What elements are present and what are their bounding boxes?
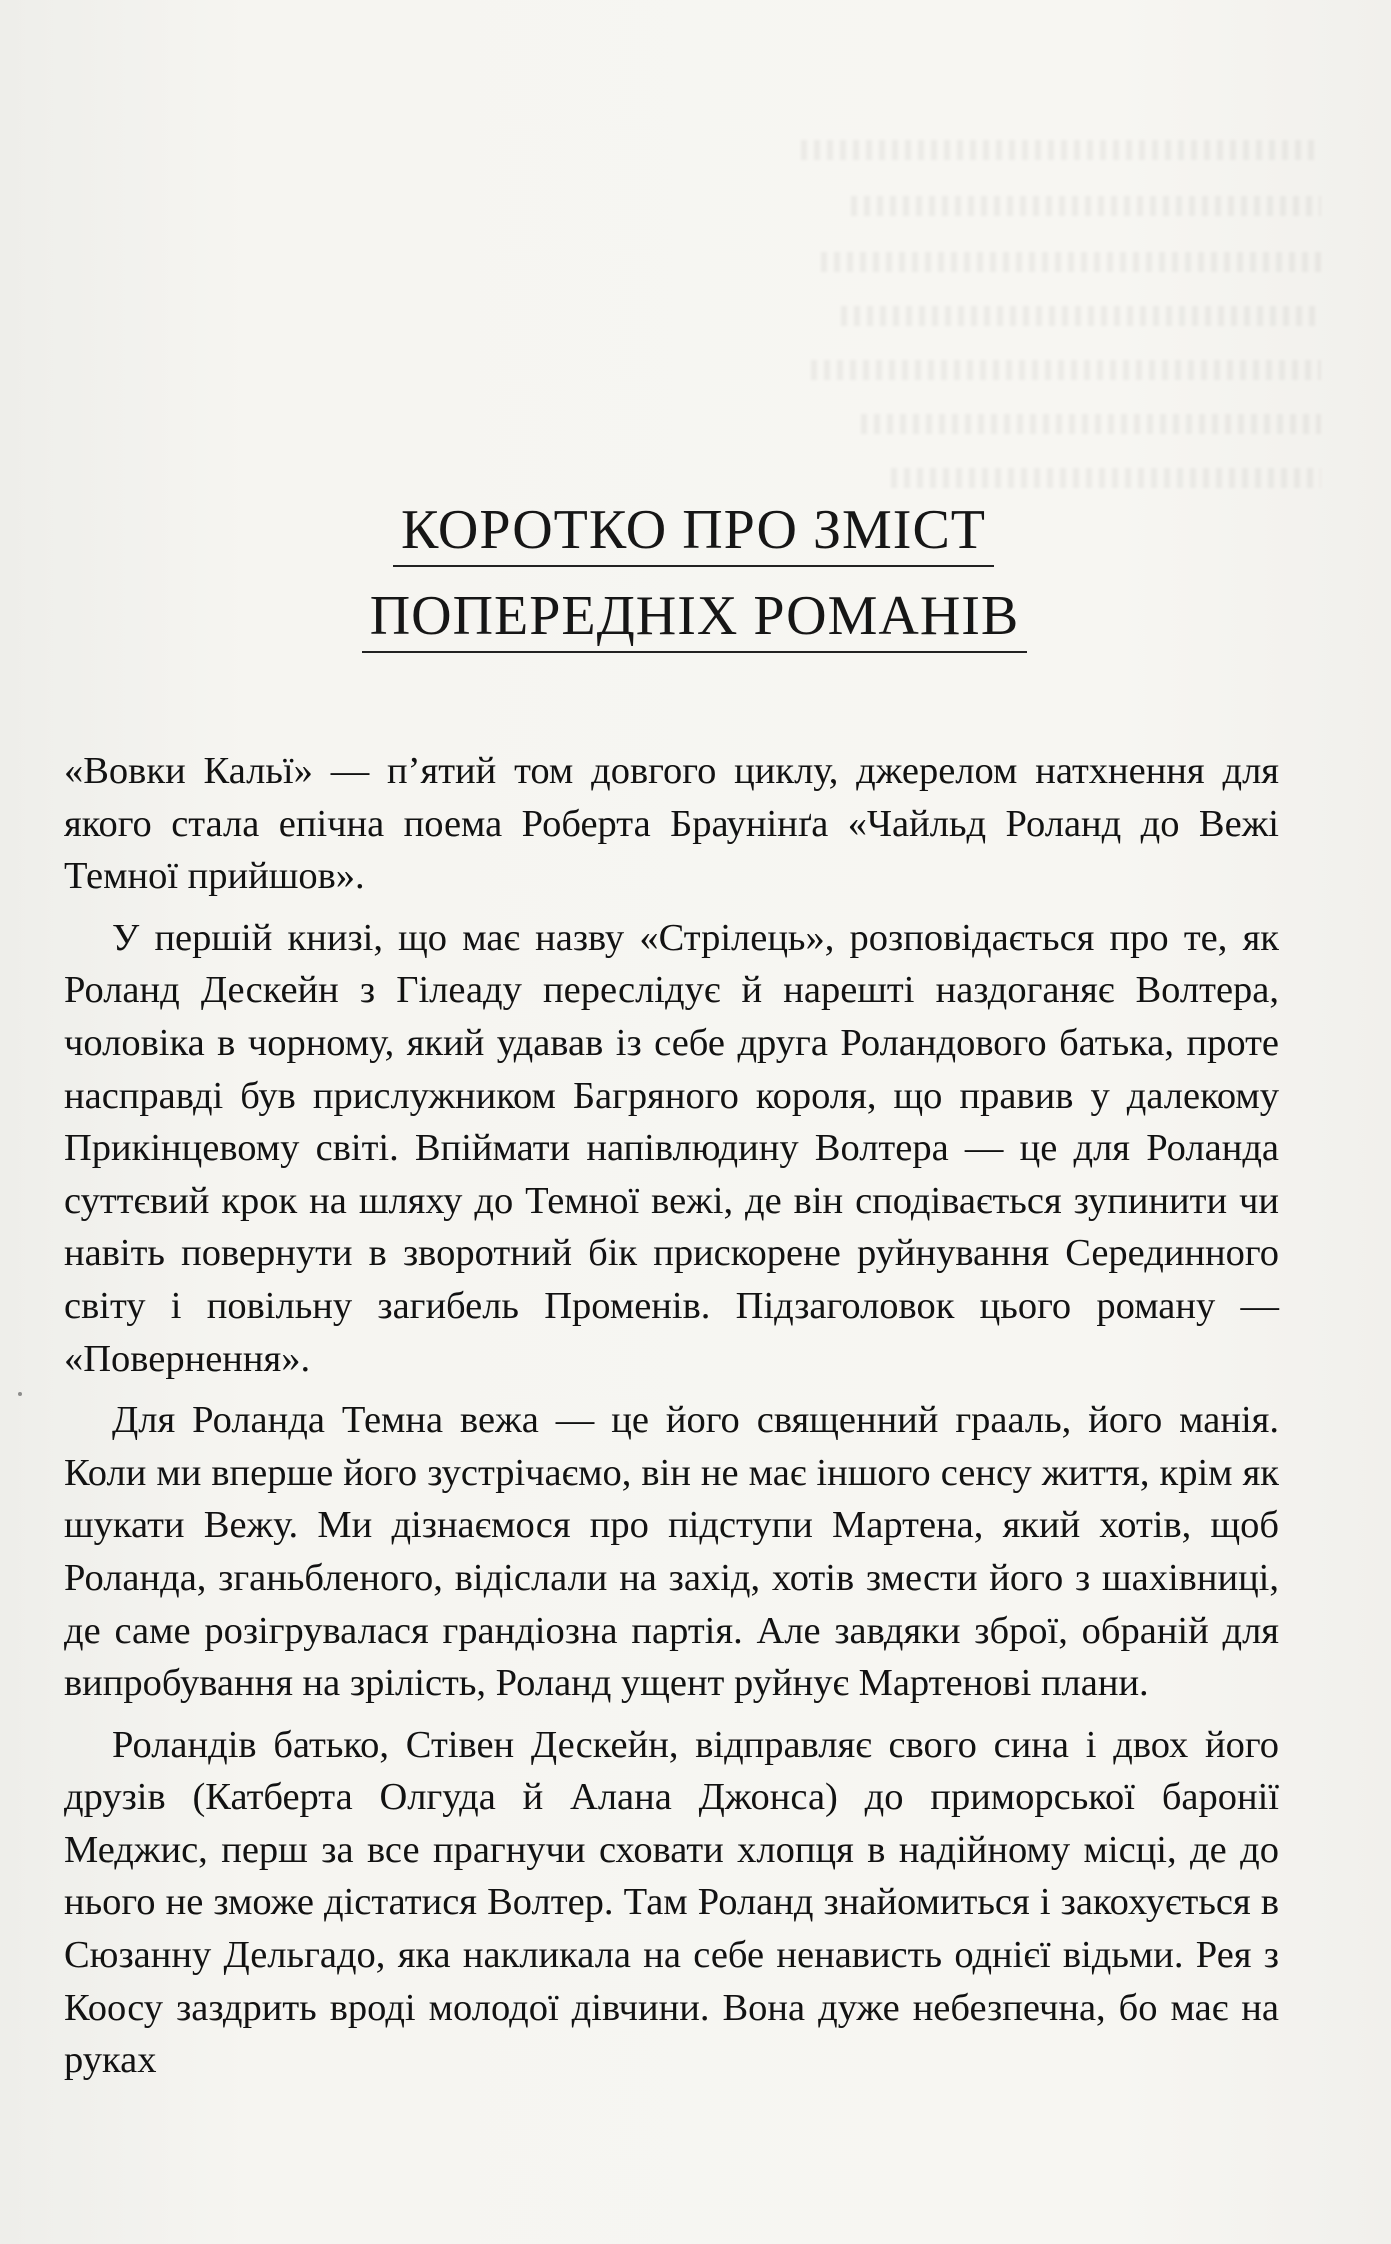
show-through-texture	[841, 306, 1321, 326]
show-through-texture	[891, 468, 1321, 488]
chapter-heading	[0, 495, 1391, 667]
show-through-texture	[811, 360, 1321, 380]
show-through-texture	[861, 414, 1321, 434]
heading-line-2: ПОПЕРЕДНІХ РОМАНІВ	[362, 581, 1028, 653]
paragraph-2: У першій книзі, що має назву «Стрілець», розповідається про те, як Роланд Дескейн з Гілеаду переслідує й нарешті наздоганяє Волтера, чоловіка в чорному, який удавав із себе друга Роландового батька, проте насправді був прислужником Багряного короля, що правив у далекому Прикінцевому світі. Впіймати напівлюдину Волтера — це для Роланда суттєвий крок на шляху до Темної вежі, де він сподівається зупинити чи навіть повернути в зворотний бік прискорене руйнування Серединного світу і повільну загибель Променів. Підзаголовок цього роману — «Повернення».	[64, 916, 1279, 1380]
show-through-texture	[851, 196, 1321, 216]
heading-line-1: КОРОТКО ПРО ЗМІСТ	[393, 495, 994, 567]
show-through-texture	[801, 140, 1321, 160]
page-speck	[18, 1392, 22, 1396]
show-through-texture	[821, 252, 1321, 272]
paragraph-4: Роландів батько, Стівен Дескейн, відправляє свого сина і двох його друзів (Катберта Олгуда й Алана Джонса) до приморської баронії Меджис, перш за все прагнучи сховати хлопця в надійному місці, де до нього не зможе дістатися Волтер. Там Роланд знайомиться і закохується в Сюзанну Дельгадо, яка накликала на себе ненависть однієї відьми. Рея з Коосу заздрить вроді молодої дівчини. Вона дуже небезпечна, бо має на руках	[64, 1723, 1279, 2082]
paragraph-3: Для Роланда Темна вежа — це його священний грааль, його манія. Коли ми вперше його зустрічаємо, він не має іншого сенсу життя, крім як шукати Вежу. Ми дізнаємося про підступи Мартена, який хотів, щоб Роланда, зганьбленого, відіслали на захід, хотів змести його з шахівниці, де саме розігрувалася грандіозна партія. Але завдяки зброї, обраній для випробування на зрілість, Роланд ущент руйнує Мартенові плани.	[64, 1399, 1279, 1705]
paragraph-1: «Вовки Кальї» — п’ятий том довгого циклу, джерелом натхнення для якого стала епічна поема Роберта Браунінґа «Чайльд Роланд до Вежі Темної прийшов».	[64, 750, 1279, 898]
body-text	[64, 745, 1279, 2096]
